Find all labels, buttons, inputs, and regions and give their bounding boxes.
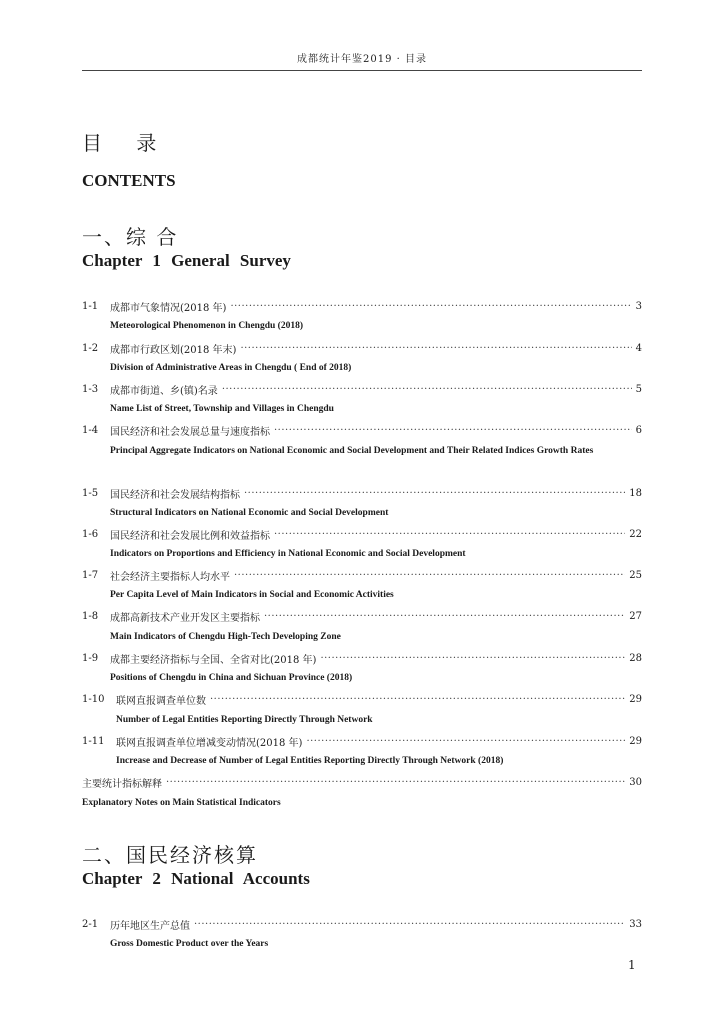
entry-title-cn: 社会经济主要指标人均水平 [110, 571, 230, 583]
entry-number: 1-7 [82, 569, 99, 581]
toc-entry-1-7[interactable] [82, 567, 642, 583]
entry-title-en: Structural Indicators on National Economic and Social Development [110, 508, 389, 518]
toc-entry-1-4[interactable] [82, 422, 642, 438]
toc-entry-1-8[interactable] [82, 608, 642, 624]
entry-title-en: Per Capita Level of Main Indicators in Social and Economic Activities [110, 590, 394, 600]
entry-page: 6 [635, 424, 642, 436]
entry-title-cn: 主要统计指标解释 [82, 778, 162, 790]
entry-page: 33 [629, 918, 642, 930]
entry-title-cn: 成都市气象情况(2018 年) [110, 302, 227, 314]
running-header: 成都统计年鉴2019 · 目录 [297, 54, 427, 65]
entry-title-cn: 历年地区生产总值 [110, 920, 190, 932]
toc-entry-1-9[interactable] [82, 650, 642, 666]
entry-title-cn: 联网直报调查单位数 [116, 695, 206, 707]
toc-entry-1-6[interactable] [82, 526, 642, 542]
dot-leader [274, 425, 632, 436]
entry-title-en: Meteorological Phenomenon in Chengdu (2018) [110, 321, 303, 331]
dot-leader [264, 611, 625, 622]
entry-title-cn: 成都市行政区划(2018 年末) [110, 344, 237, 356]
entry-number: 2-1 [82, 918, 99, 930]
entry-page: 27 [629, 610, 642, 622]
entry-page: 29 [629, 735, 642, 747]
toc-entry-1-11[interactable] [82, 733, 642, 749]
header-rule [82, 70, 642, 71]
entry-title-cn: 成都市街道、乡(镇)名录 [110, 385, 218, 397]
dot-leader [230, 301, 631, 312]
entry-number: 1-5 [82, 487, 99, 499]
toc-entry-1-10[interactable] [82, 691, 642, 707]
entry-title-cn: 成都主要经济指标与全国、全省对比(2018 年) [110, 654, 317, 666]
entry-page: 29 [629, 693, 642, 705]
toc-entry-1-3[interactable] [82, 381, 642, 397]
dot-leader [194, 919, 625, 930]
dot-leader [222, 384, 632, 395]
chapter-1-title-en: Chapter 1 General Survey [82, 251, 291, 270]
entry-number: 1-2 [82, 342, 99, 354]
entry-title-cn: 成都高新技术产业开发区主要指标 [110, 612, 260, 624]
entry-page: 22 [629, 528, 642, 540]
dot-leader [306, 736, 625, 747]
entry-title-en: Gross Domestic Product over the Years [110, 939, 269, 949]
toc-entry-1-5[interactable] [82, 485, 642, 501]
entry-number: 1-11 [82, 735, 105, 747]
entry-page: 30 [629, 776, 642, 788]
dot-leader [240, 343, 631, 354]
entry-title-en: Increase and Decrease of Number of Legal Entities Reporting Directly Through Network (2018) [116, 756, 504, 766]
entry-number: 1-4 [82, 424, 99, 436]
entry-page: 5 [635, 383, 642, 395]
toc-entry-explanatory-notes[interactable] [82, 774, 642, 790]
entry-number: 1-6 [82, 528, 99, 540]
page-number: 1 [628, 958, 636, 972]
chapter-2-title-cn: 二、国民经济核算 [82, 843, 258, 867]
entry-title-cn: 国民经济和社会发展结构指标 [110, 489, 240, 501]
entry-page: 25 [629, 569, 642, 581]
toc-entry-1-2[interactable] [82, 340, 642, 356]
entry-number: 1-9 [82, 652, 99, 664]
entry-title-en: Name List of Street, Township and Villages in Chengdu [110, 404, 334, 414]
entry-title-en: Positions of Chengdu in China and Sichuan Province (2018) [110, 673, 353, 683]
entry-page: 3 [635, 300, 642, 312]
chapter-1-title-cn: 一、综 合 [82, 225, 179, 249]
entry-title-en: Number of Legal Entities Reporting Directly Through Network [116, 715, 373, 725]
chapter-2-title-en: Chapter 2 National Accounts [82, 869, 310, 888]
dot-leader [320, 653, 625, 664]
toc-title-cn: 目 录 [82, 131, 171, 155]
dot-leader [166, 777, 625, 788]
entry-page: 4 [635, 342, 642, 354]
entry-number: 1-10 [82, 693, 105, 705]
entry-title-en: Indicators on Proportions and Efficiency in National Economic and Social Development [110, 549, 466, 559]
entry-title-en: Division of Administrative Areas in Chengdu ( End of 2018) [110, 363, 352, 373]
entry-title-en: Main Indicators of Chengdu High-Tech Developing Zone [110, 632, 341, 642]
dot-leader [210, 694, 625, 705]
entry-page: 28 [629, 652, 642, 664]
toc-entry-1-1[interactable] [82, 298, 642, 314]
entry-title-cn: 国民经济和社会发展总量与速度指标 [110, 426, 270, 438]
entry-title-cn: 联网直报调查单位增减变动情况(2018 年) [116, 737, 303, 749]
dot-leader [244, 488, 625, 499]
entry-number: 1-8 [82, 610, 99, 622]
entry-title-en: Principal Aggregate Indicators on National Economic and Social Development and Their Related Indices Growth Rates [110, 446, 594, 456]
entry-title-en: Explanatory Notes on Main Statistical Indicators [82, 798, 281, 808]
entry-title-cn: 国民经济和社会发展比例和效益指标 [110, 530, 270, 542]
toc-title-en: CONTENTS [82, 171, 176, 190]
toc-entry-2-1[interactable] [82, 916, 642, 932]
dot-leader [274, 529, 625, 540]
entry-number: 1-1 [82, 300, 99, 312]
entry-page: 18 [629, 487, 642, 499]
entry-number: 1-3 [82, 383, 99, 395]
dot-leader [234, 570, 625, 581]
